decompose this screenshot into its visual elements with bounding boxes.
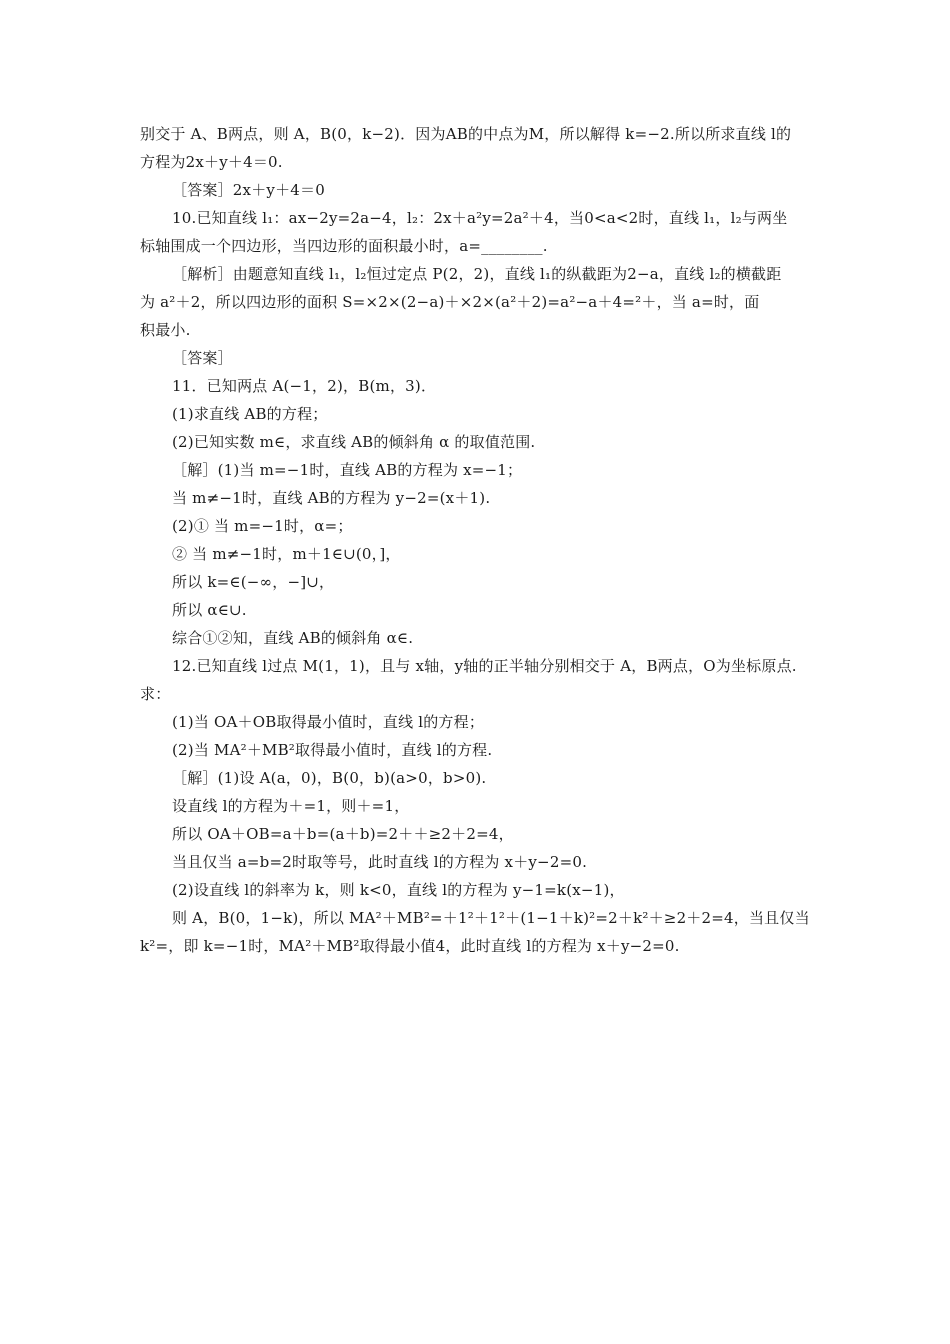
text-line-2: 方程为2x＋y＋4＝0. bbox=[140, 153, 283, 171]
solution-12-line-5: (2)设直线 l的斜率为 k，则 k<0，直线 l的方程为 y−1=k(x−1)， bbox=[172, 881, 625, 899]
answer-10: ［答案］ bbox=[172, 349, 233, 367]
solution-11-line-4: ② 当 m≠−1时，m＋1∈∪(0，]， bbox=[172, 545, 401, 563]
analysis-10-line-3: 积最小. bbox=[140, 321, 191, 339]
solution-11-line-5: 所以 k=∈(−∞，−]∪， bbox=[172, 573, 335, 591]
problem-10-line-1: 10.已知直线 l₁：ax−2y=2a−4，l₂：2x＋a²y=2a²＋4，当0<a<2时，直线 l₁，l₂与两坐 bbox=[172, 209, 788, 227]
problem-11: 11．已知两点 A(−1，2)，B(m，3)． bbox=[172, 377, 437, 395]
solution-12-line-6: 则 A，B(0，1−k)，所以 MA²＋MB²=＋1²＋1²＋(1−1＋k)²=2＋k²＋≥2＋2=4，当且仅当 bbox=[172, 909, 810, 927]
text-line-1: 别交于 A、B两点，则 A，B(0，k−2)．因为AB的中点为M，所以解得 k=−2.所以所求直线 l的 bbox=[140, 125, 792, 143]
problem-12-line-1: 12.已知直线 l过点 M(1，1)，且与 x轴，y轴的正半轴分别相交于 A，B两点，O为坐标原点. bbox=[172, 657, 797, 675]
solution-11-line-6: 所以 α∈∪. bbox=[172, 601, 247, 619]
solution-12-line-3: 所以 OA＋OB=a＋b=(a＋b)=2＋＋≥2＋2=4， bbox=[172, 825, 514, 843]
problem-12-part-1: (1)当 OA＋OB取得最小值时，直线 l的方程； bbox=[172, 713, 485, 731]
analysis-10-line-2: 为 a²＋2，所以四边形的面积 S=×2×(2−a)＋×2×(a²＋2)=a²−a＋4=²＋，当 a=时，面 bbox=[140, 293, 760, 311]
problem-12-part-2: (2)当 MA²＋MB²取得最小值时，直线 l的方程. bbox=[172, 741, 493, 759]
solution-12-line-2: 设直线 l的方程为＋=1，则＋=1， bbox=[172, 797, 410, 815]
solution-12-line-1: ［解］(1)设 A(a，0)，B(0，b)(a>0，b>0). bbox=[172, 769, 487, 787]
problem-12-line-2: 求： bbox=[140, 685, 171, 703]
problem-11-part-1: (1)求直线 AB的方程； bbox=[172, 405, 328, 423]
problem-11-part-2: (2)已知实数 m∈，求直线 AB的倾斜角 α 的取值范围. bbox=[172, 433, 536, 451]
solution-11-line-2: 当 m≠−1时，直线 AB的方程为 y−2=(x＋1). bbox=[172, 489, 491, 507]
solution-11-line-3: (2)① 当 m=−1时，α=； bbox=[172, 517, 353, 535]
answer-9: ［答案］2x＋y＋4＝0 bbox=[172, 181, 325, 199]
solution-11-line-1: ［解］(1)当 m=−1时，直线 AB的方程为 x=−1； bbox=[172, 461, 523, 479]
solution-11-line-7: 综合①②知，直线 AB的倾斜角 α∈. bbox=[172, 629, 414, 647]
analysis-10-line-1: ［解析］由题意知直线 l₁，l₂恒过定点 P(2，2)，直线 l₁的纵截距为2−a，直线 l₂的横截距 bbox=[172, 265, 782, 283]
problem-10-line-2: 标轴围成一个四边形，当四边形的面积最小时，a=________. bbox=[140, 237, 548, 255]
solution-12-line-7: k²=，即 k=−1时，MA²＋MB²取得最小值4，此时直线 l的方程为 x＋y−2=0. bbox=[140, 937, 680, 955]
solution-12-line-4: 当且仅当 a=b=2时取等号，此时直线 l的方程为 x＋y−2=0. bbox=[172, 853, 588, 871]
